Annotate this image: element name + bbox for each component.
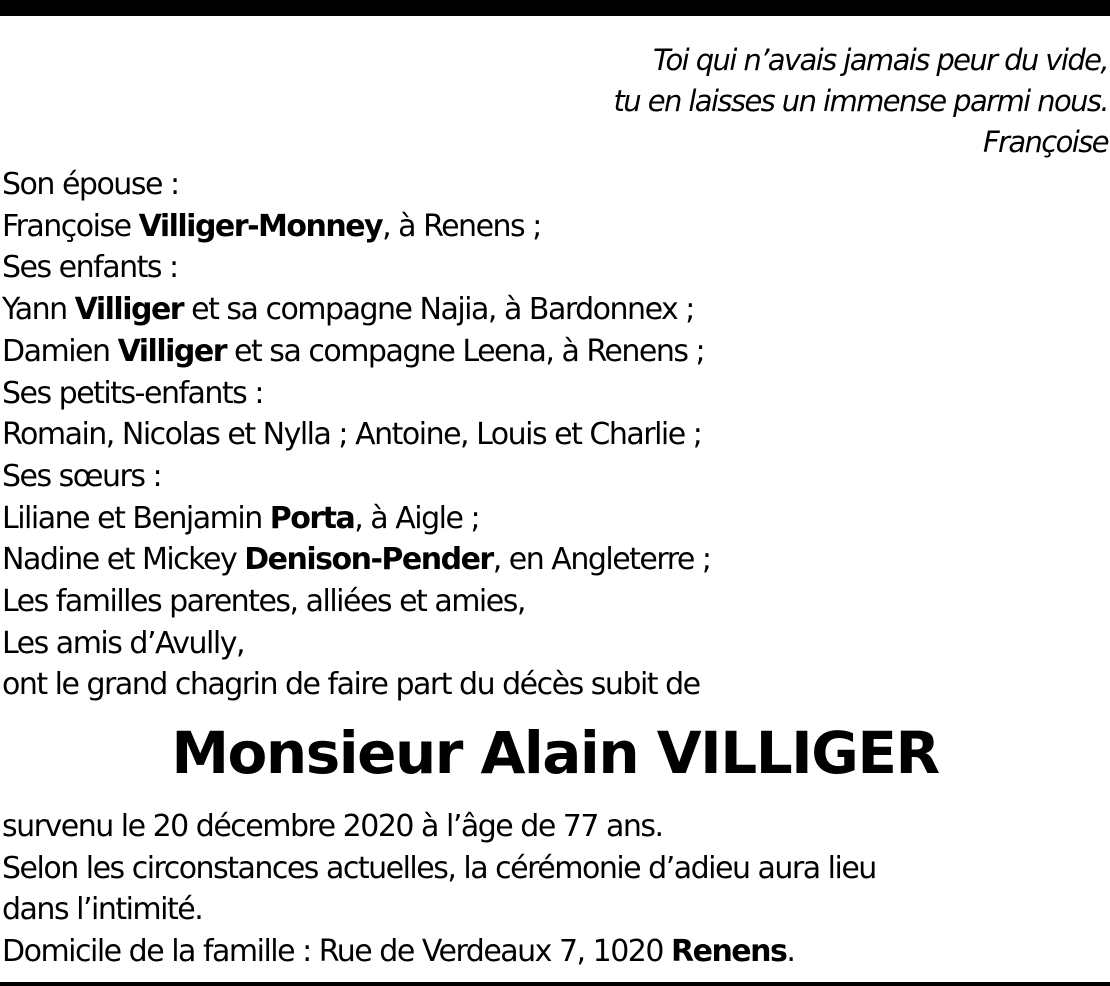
sister-entry (2, 539, 710, 581)
deceased-name: Monsieur Alain VILLIGER (171, 719, 939, 787)
child-first-name: Yann (2, 292, 75, 328)
spouse-entry (2, 206, 710, 248)
relatives-line: Les familles parentes, alliées et amies, (2, 584, 525, 620)
sister-first-names: Nadine et Mickey (2, 542, 245, 578)
sister-location: , en Angleterre ; (492, 542, 711, 578)
address-city: Renens (671, 934, 787, 970)
child-last-name: Villiger (74, 292, 184, 328)
child-entry (2, 289, 710, 331)
address-period: . (786, 934, 795, 970)
family-list (2, 164, 710, 706)
epigraph-line-1: Toi qui n’avais jamais peur du vide, (653, 43, 1108, 77)
child-details: et sa compagne Najia, à Bardonnex ; (183, 292, 694, 328)
death-details (2, 806, 876, 973)
child-last-name: Villiger (117, 333, 227, 369)
address-street: Domicile de la famille : Rue de Verdeaux 7, 1020 (2, 934, 671, 970)
children-label: Ses enfants : (2, 250, 178, 286)
spouse-last-name: Villiger-Monney (138, 208, 383, 244)
grandchildren-names: Romain, Nicolas et Nylla ; Antoine, Louis et Charlie ; (2, 417, 702, 453)
friends-line: Les amis d’Avully, (2, 625, 244, 661)
child-first-name: Damien (2, 333, 118, 369)
ceremony-line-2: dans l’intimité. (2, 892, 203, 928)
epigraph (614, 40, 1108, 163)
sisters-label: Ses sœurs : (2, 458, 162, 494)
sister-last-name: Porta (269, 500, 355, 536)
spouse-location: , à Renens ; (382, 208, 541, 244)
family-address (2, 931, 876, 973)
ceremony-line-1: Selon les circonstances actuelles, la cérémonie d’adieu aura lieu (2, 850, 876, 886)
sister-entry (2, 498, 710, 540)
child-details: et sa compagne Leena, à Renens ; (226, 333, 705, 369)
spouse-first-name: Françoise (2, 208, 139, 244)
announcement-line: ont le grand chagrin de faire part du décès subit de (2, 667, 700, 703)
top-rule (0, 0, 1110, 16)
grandchildren-label: Ses petits-enfants : (2, 375, 263, 411)
bottom-rule (0, 982, 1110, 986)
epigraph-signature: Françoise (982, 125, 1108, 159)
sister-first-names: Liliane et Benjamin (2, 500, 270, 536)
sister-location: , à Aigle ; (354, 500, 480, 536)
spouse-label: Son épouse : (2, 167, 179, 202)
sister-last-name: Denison-Pender (244, 542, 493, 578)
child-entry (2, 331, 710, 373)
epigraph-line-2: tu en laisses un immense parmi nous. (613, 84, 1108, 118)
death-date-line: survenu le 20 décembre 2020 à l’âge de 77 ans. (2, 809, 663, 844)
